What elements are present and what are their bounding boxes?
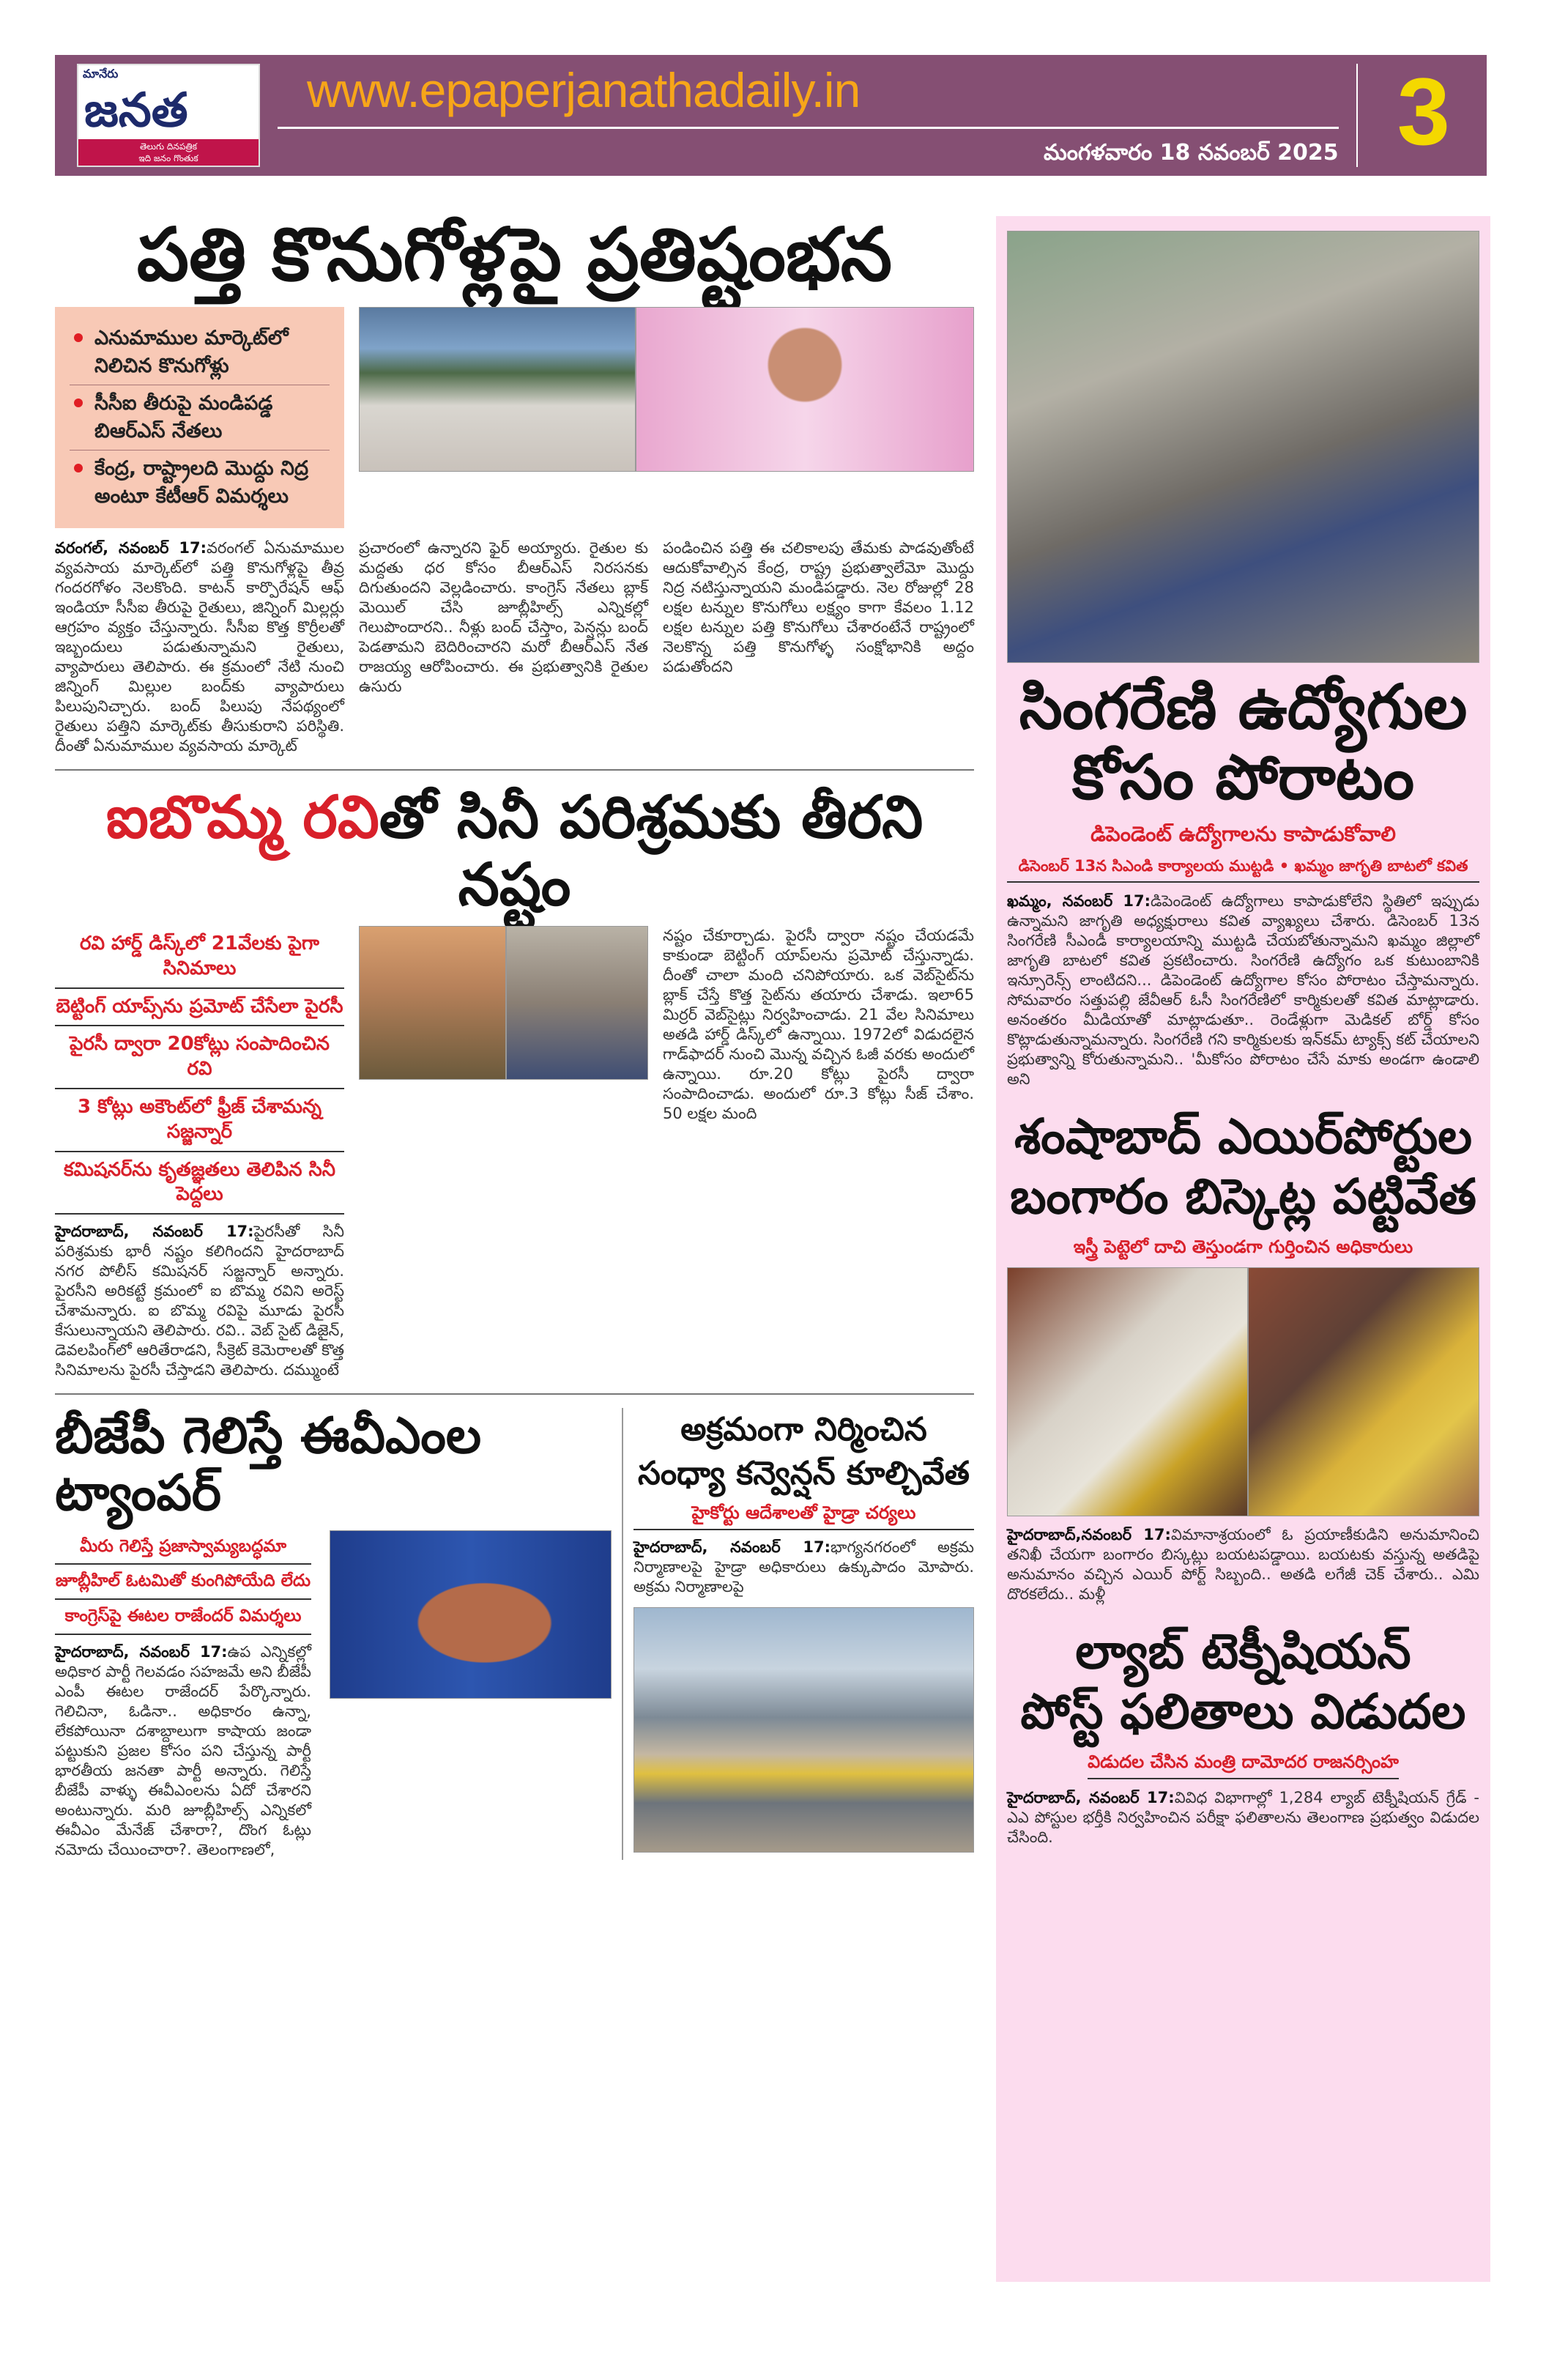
- dateline: హైదరాబాద్,నవంబర్ 17:: [1007, 1525, 1171, 1543]
- bottom-row: [55, 1408, 974, 1860]
- body-text: విమానాశ్రయంలో ఓ ప్రయాణీకుడిని అనుమానించి తనిఖీ చేయగా బంగారం బిస్కట్లు బయటపడ్డాయి. బయటకు వస్తున్న అతడిపై అనుమానం వచ్చిన ఎయిర్ పోర్ట్ సిబ్బంది.. అతడి లగేజీ చెక్ చేశారు.. ఎమి దొరకలేదు.. మళ్లీ: [1007, 1525, 1479, 1603]
- subhead-singareni: డిపెండెంట్ ఉద్యోగాలను కాపాడుకోవాలి: [1090, 822, 1396, 846]
- ibomma-col1: [55, 926, 344, 1380]
- headline-lab: [1007, 1622, 1479, 1742]
- subhead: బెట్టింగ్ యాప్స్‌ను ప్రమోట్ చేసేలా పైరసీ: [55, 989, 344, 1027]
- body-text: ఉప ఎన్నికల్లో అధికార పార్టీ గెలవడం సహజమే అని బీజేపీ ఎంపీ ఈటల రాజేందర్ పేర్కొన్నారు. గెలిచినా, ఓడినా.. అధికారం ఉన్నా, లేకపోయినా దశాబ్దాలుగా కాషాయ జండా పట్టుకుని ప్రజల కోసం పని చేస్తున్న పార్టీ భారతీయ జనతా పార్టీ అన్నారు. గెలిస్తే బీజేపీ వాళ్ళు ఈవీఎంలను ఏదో చేశారని అంటున్నారు. మరి జూబ్లీహిల్స్ ఎన్నికలో ఈవీఎం మేనేజ్ చేశారా?, దొంగ ఓట్లు నమోదు చేయించారా?. తెలంగాణలో,: [55, 1643, 311, 1859]
- article-body-ibomma-col3: నష్టం చేకూర్చాడు. పైరసీ ద్వారా నష్టం చేయడమే కాకుండా బెట్టింగ్ యాప్‌లను ప్రమోట్ చేస్తున్నాడు. దీంతో చాలా మంది చనిపోయారు. ఒక వెబ్‌సైట్‌ను బ్లాక్ చేస్తే కొత్త సైట్‌ను తయారు చేశాడు. ఇలా65 మిర్రర్ వెబ్‌సైట్లు నిర్వహించాడు. 21 వేల సినిమాలు అతడి హార్డ్ డిస్క్‌లో ఉన్నాయి. 1972లో విడుదలైన గాడ్‌ఫాదర్ నుంచి మొన్న వచ్చిన ఓజీ వరకు అందులో ఉన్నాయి. రూ.20 కోట్లు పైరసీ ద్వారా సంపాదించాడు. అందులో రూ.3 కోట్లు సీజ్ చేశాం. 50 లక్షల మంది: [663, 927, 974, 1122]
- highlight-item: ఎనుమాముల మార్కెట్‌లో నిలిచిన కొనుగోళ్లు: [70, 320, 330, 385]
- bjp-subheads: [55, 1530, 311, 1636]
- subhead-gold: ఇస్త్రీ పెట్టెలో దాచి తెస్తుండగా గుర్తించిన అధికారులు: [1073, 1236, 1413, 1257]
- subhead: మీరు గెలిస్తే ప్రజాస్వామ్యబద్ధమా: [55, 1530, 311, 1565]
- headline-black-part: తో సినీ పరిశ్రమకు తీరని నష్టం: [379, 783, 924, 919]
- subhead: పైరసీ ద్వారా 20కోట్లు సంపాదించిన రవి: [55, 1026, 344, 1089]
- article-body-cotton-col1: [55, 538, 344, 756]
- headline-gold: [1007, 1107, 1479, 1227]
- subhead-lab: విడుదల చేసిన మంత్రి దామోదర రాజనర్సింహ: [1088, 1751, 1399, 1779]
- dateline: హైదరాబాద్, నవంబర్ 17:: [1007, 1789, 1175, 1807]
- headline-cotton: పత్తి కొనుగోళ్లపై ప్రతిష్టంభన: [136, 212, 893, 297]
- photo-iron-box: [1007, 1267, 1248, 1516]
- website-url[interactable]: www.epaperjanathadaily.in: [307, 63, 861, 117]
- headline-red-part: ఐబొమ్మ రవి: [105, 783, 379, 851]
- article-body-gold: [1007, 1525, 1479, 1604]
- divider: [55, 1393, 974, 1395]
- article-body-sandhya: [633, 1538, 974, 1597]
- headline-line: సింగరేణి ఉద్యోగుల: [1019, 671, 1468, 743]
- gold-photos: [1007, 1267, 1479, 1516]
- subhead-sandhya: హైకోర్టు ఆదేశాలతో హైడ్రా చర్యలు: [633, 1502, 974, 1530]
- body-text: వివిధ విభాగాల్లో 1,284 ల్యాబ్ టెక్నీషియన్ గ్రేడ్ - ఎఎ పోస్టుల భర్తీకి నిర్వహించిన పరీక్షా ఫలితాలను తెలంగాణ ప్రభుత్వం విడుదల చేసింది.: [1007, 1789, 1479, 1847]
- divider: [622, 1408, 623, 1860]
- divider: [55, 769, 974, 771]
- headline-line: పోస్ట్ ఫలితాలు విడుదల: [1020, 1683, 1466, 1740]
- dateline: హైదరాబాద్, నవంబర్ 17:: [633, 1538, 831, 1557]
- article-body-ibomma-col1: [55, 1222, 344, 1380]
- page-number: 3: [1397, 58, 1450, 165]
- subhead: జూబ్లీహిల్ ఓటమితో కుంగిపోయేది లేదు: [55, 1565, 311, 1600]
- headline-sandhya: [633, 1408, 974, 1496]
- headline-line: సంధ్యా కన్వెన్షన్ కూల్చివేత: [637, 1455, 970, 1493]
- logo-text: జనత: [84, 84, 188, 138]
- subhead-lab-wrap: [1007, 1751, 1479, 1779]
- headline-bjp: బీజేపీ గెలిస్తే ఈవీఎంల ట్యాంపర్: [55, 1407, 482, 1523]
- photo-film-personality: [506, 926, 648, 1080]
- article-body-cotton-col2: ప్రచారంలో ఉన్నారని ఫైర్ అయ్యారు. రైతుల కు మద్దతు ధర కోసం బీఆర్ఎస్ నిరసనకు దిగుతుందని వెల్లడించారు. కాంగ్రెస్ నేతలు బ్లాక్ మెయిల్ చేసి జూబ్లీహిల్స్ ఎన్నికల్లో గెలుపొందారని.. నీళ్లు బంద్ చేస్తాం, పెన్షన్లు బంద్ పెడతామని బెదిరించారని మరో బీఆర్ఎస్ నేత రాజయ్య ఆరోపించారు. ఈ ప్రభుత్వానికి రైతుల ఉసురు: [359, 539, 648, 695]
- photo-cotton-market: [359, 307, 636, 472]
- ibomma-subheads: [55, 926, 344, 1215]
- main-area: [55, 212, 974, 1860]
- headline-line: అక్రమంగా నిర్మించిన: [680, 1411, 927, 1449]
- logo-tag-right: ఇది జనం గొంతుక: [138, 153, 198, 163]
- article-body-cotton-col3: పండించిన పత్తి ఈ చలికాలపు తేమకు పాడవుతోంటే ఆదుకోవాల్సిన కేంద్ర, రాష్ట్ర ప్రభుత్వాలేమో మొద్దు నిద్ర నటిస్తున్నాయని మండిపడ్డారు. నెల రోజుల్లో 28 లక్షల టన్నుల కొనుగోలు లక్ష్యం కాగా కేవలం 1.12 లక్షల టన్నుల పత్తి కొనుగోలు చేశారంటేనే రాష్ట్రంలో నెలకొన్న పత్తి కొనుగోళ్ళ సంక్షోభానికి అద్దం పడుతోందని: [663, 539, 974, 675]
- logo-tag-left: తెలుగు దినపత్రిక: [139, 141, 198, 152]
- headline-line: కోసం పోరాటం: [1071, 741, 1415, 813]
- body-text: పైరసీతో సినీ పరిశ్రమకు భారీ నష్టం కలిగిందని హైదరాబాద్ నగర పోలీస్ కమిషనర్ సజ్జన్నార్ అన్నారు. పైరసీని అరికట్టే క్రమంలో ఐ బొమ్మ రవిని అరెస్ట్ చేశామన్నారు. ఐ బొమ్మ రవిపై మూడు పైరసీ కేసులున్నాయని తెలిపారు. రవి.. వెబ్ సైట్ డిజైన్, డెవలపింగ్‌లో ఆరితేరాడని, సీక్రెట్ కెమెరాలతో కొత్త సినిమాలను పైరసీ చేస్తాడని తెలిపారు. దమ్ముంటే: [55, 1223, 345, 1379]
- article-body-lab: [1007, 1788, 1479, 1847]
- headline-ibomma: [55, 784, 974, 919]
- subhead: కమిషనర్‌ను కృతజ్ఞతలు తెలిపిన సినీ పెద్దలు: [55, 1152, 344, 1215]
- right-column: [996, 216, 1490, 2282]
- body-text: భాగ్యనగరంలో అక్రమ నిర్మాణాలపై హైడ్రా అధికారులు ఉక్కుపాదం మోపారు. అక్రమ నిర్మాణాలపై: [633, 1538, 974, 1596]
- divider: [278, 127, 1339, 129]
- body-text: డిపెండెంట్ ఉద్యోగాలు కాపాడుకోలేని స్థితిలో ఇప్పుడు ఉన్నామని జాగృతి అధ్యక్షురాలు కవిత వ్యాఖ్యలు చేశారు. డిసెంబర్ 13న సింగరేణి సీఎండీ కార్యాలయాన్ని ముట్టడి చేయబోతున్నామని ఖమ్మం జిల్లాలో జాగృతి బాటలో కవిత ప్రకటించారు. సింగరేణి ఉద్యోగం ఒక కుటుంబానికి ఇన్సూరెన్స్ లాంటిదని... డిపెండెంట్ ఉద్యోగాల కోసం పోరాటం చేస్తామన్నారు. సోమవారం సత్తుపల్లి జేవీఆర్ ఓసీ సింగరేణిలో కార్మికులతో కవిత మాట్లాడారు. అనంతరం మీడియాతో మాట్లాడుతూ.. రెండేళ్లుగా మెడికల్ బోర్డ్ కోసం కొట్లాడుతున్నామన్నారు. సింగరేణి గని కార్మికులకు ఇన్‌కమ్ ట్యాక్స్ కట్ చేయాలని ప్రభుత్వాన్ని కోరుతున్నామని.. 'మీకోసం పోరాటం చేసే మాకు అండగా ఉండాలి అని: [1007, 891, 1479, 1088]
- photo-commissioner: [359, 926, 506, 1080]
- dateline: హైదరాబాద్, నవంబర్ 17:: [55, 1223, 254, 1241]
- dateline: హైదరాబాద్, నవంబర్ 17:: [55, 1643, 228, 1661]
- article-bjp: [55, 1408, 612, 1860]
- logo: [77, 64, 260, 167]
- highlight-item: కేంద్ర, రాష్ట్రాలది మొద్దు నిద్ర అంటూ కేటీఆర్ విమర్శలు: [70, 451, 330, 515]
- divider: [1356, 64, 1358, 167]
- subhead: రవి హార్డ్ డిస్క్‌లో 21వేలకు పైగా సినిమాలు: [55, 926, 344, 989]
- bjp-text-col: [55, 1530, 311, 1861]
- dateline: ఖమ్మం, నవంబర్ 17:: [1007, 891, 1151, 910]
- headline-line: శంషాబాద్ ఎయిర్‌పోర్టుల: [1014, 1108, 1473, 1165]
- photo-etela-rajender: [330, 1530, 612, 1699]
- photo-kavitha-mine: [1007, 231, 1479, 663]
- ibomma-photos: [359, 926, 648, 1080]
- headline-singareni: [1007, 672, 1479, 812]
- article-cotton: [55, 212, 974, 756]
- headline-line: ల్యాబ్ టెక్నీషియన్: [1075, 1623, 1411, 1680]
- headline-line: బంగారం బిస్కెట్ల పట్టివేత: [1010, 1168, 1476, 1225]
- subhead2-singareni: డిసెంబర్ 13న సిఎండి కార్యాలయ ముట్టడి • ఖమ్మం జాగృతి బాటలో కవిత: [1007, 856, 1479, 882]
- subhead: 3 కోట్లు అకౌంట్‌లో ఫ్రీజ్ చేశామన్న సజ్జన్నార్: [55, 1089, 344, 1152]
- cotton-highlights: [55, 307, 344, 528]
- masthead: [55, 55, 1487, 176]
- article-ibomma: [55, 784, 974, 1380]
- issue-date: మంగళవారం 18 నవంబర్ 2025: [1043, 140, 1339, 166]
- photo-demolition: [633, 1607, 974, 1853]
- cotton-photos: [359, 307, 974, 472]
- masthead-center: [278, 64, 1339, 167]
- highlight-item: సీసీఐ తీరుపై మండిపడ్డ బిఆర్ఎస్ నేతలు: [70, 385, 330, 451]
- article-sandhya: [633, 1408, 974, 1860]
- subhead: కాంగ్రెస్‌పై ఈటల రాజేందర్ విమర్శలు: [55, 1600, 311, 1635]
- logo-tagline-top: మానేరు: [83, 67, 119, 81]
- photo-ktr: [636, 307, 974, 472]
- article-body-singareni: [1007, 891, 1479, 1089]
- body-text: వరంగల్ ఏనుమాముల వ్యవసాయ మార్కెట్‌లో పత్తి కొనుగోళ్లపై తీవ్ర గందరగోళం నెలకొంది. కాటన్ కార్పొరేషన్ ఆఫ్ ఇండియా సీసీఐ తీరుపై రైతులు, జిన్నింగ్ మిల్లర్లు ఆగ్రహం వ్యక్తం చేస్తున్నారు. సీసీఐ కొత్త కొర్రీలతో ఇబ్బందులు పడుతున్నామని రైతులు, వ్యాపారులు తెలిపారు. ఈ క్రమంలో నేటి నుంచి జిన్నింగ్ మిల్లుల బంద్‌కు వ్యాపారులు పిలుపునిచ్చారు. బంద్ పిలుపు నేపథ్యంలో రైతులు పత్తిని మార్కెట్‌కు తీసుకురాని పరిస్థితి. దీంతో ఏనుమాముల వ్యవసాయ మార్కెట్: [55, 539, 344, 755]
- article-body-bjp: [55, 1642, 311, 1860]
- photo-gold-biscuits: [1248, 1267, 1479, 1516]
- dateline: వరంగల్, నవంబర్ 17:: [55, 539, 207, 557]
